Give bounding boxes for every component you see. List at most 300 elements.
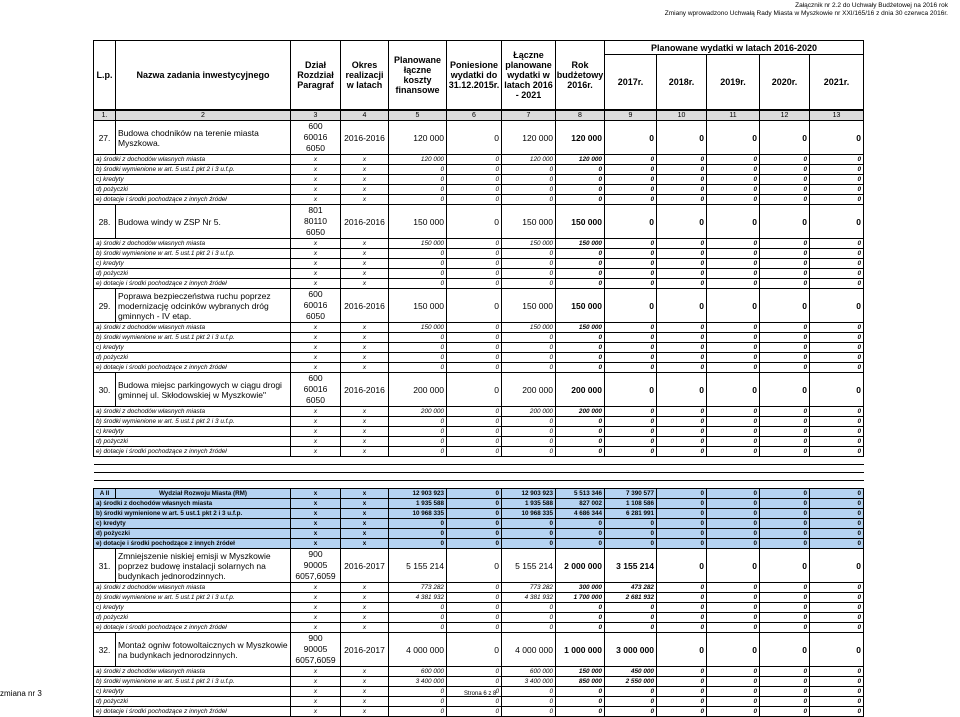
- source-value: 0: [810, 239, 864, 249]
- task-value: 0: [447, 289, 502, 323]
- task-lp: 29.: [94, 289, 116, 323]
- source-label: b) środki wymienione w art. 5 ust.1 pkt 2 i 3 u.f.p.: [94, 165, 291, 175]
- source-label: e) dotacje i środki pochodzące z innych źródeł: [94, 279, 291, 289]
- task-value: 0: [760, 205, 810, 239]
- source-value: 200 000: [502, 407, 556, 417]
- task-value: 0: [810, 633, 864, 667]
- source-value: 600 000: [389, 667, 447, 677]
- source-value: 0: [389, 195, 447, 205]
- section-code: A II: [94, 489, 116, 499]
- source-value: 0: [556, 427, 605, 437]
- dzial-code: 600: [308, 289, 323, 299]
- header-line-1: Załącznik nr 2.2 do Uchwały Budżetowej na 2016 rok: [795, 2, 948, 9]
- task-value: 150 000: [389, 289, 447, 323]
- source-value: 0: [810, 677, 864, 687]
- source-value: 0: [760, 697, 810, 707]
- source-value: 0: [657, 259, 707, 269]
- source-value: 150 000: [556, 323, 605, 333]
- source-value: 0: [707, 447, 760, 457]
- section-value: 0: [810, 489, 864, 499]
- source-value: 0: [447, 687, 502, 697]
- task-dzial: [291, 289, 341, 323]
- source-value: 4 381 932: [389, 593, 447, 603]
- column-header: [93, 40, 864, 110]
- source-value: 0: [447, 323, 502, 333]
- source-value: 0: [447, 353, 502, 363]
- source-value: 0: [760, 417, 810, 427]
- source-value: 0: [760, 613, 810, 623]
- source-value: x: [341, 687, 389, 697]
- task-value: 0: [447, 373, 502, 407]
- source-value: 0: [707, 279, 760, 289]
- source-value: 0: [447, 249, 502, 259]
- source-value: 0: [502, 333, 556, 343]
- source-value: x: [291, 259, 341, 269]
- source-value: 0: [810, 603, 864, 613]
- source-value: 473 282: [605, 583, 657, 593]
- source-value: 1 935 588: [502, 499, 556, 509]
- source-value: 3 400 000: [502, 677, 556, 687]
- source-value: 4 381 932: [502, 593, 556, 603]
- source-value: 0: [707, 185, 760, 195]
- source-value: 0: [556, 249, 605, 259]
- source-value: 0: [605, 259, 657, 269]
- task-value: 0: [447, 633, 502, 667]
- source-value: 0: [389, 185, 447, 195]
- source-value: 0: [810, 613, 864, 623]
- task-value: 200 000: [389, 373, 447, 407]
- source-value: 0: [447, 155, 502, 165]
- source-value: 0: [389, 707, 447, 717]
- source-value: 0: [707, 593, 760, 603]
- source-label: a) środki z dochodów własnych miasta: [94, 667, 291, 677]
- source-value: 0: [502, 603, 556, 613]
- source-value: 0: [389, 259, 447, 269]
- header-line-2: Zmiany wprowadzono Uchwałą Rady Miasta w Myszkowie nr XXI/165/16 z dnia 30 czerwca 2016r.: [664, 10, 948, 17]
- spacer: [94, 465, 864, 473]
- task-value: 120 000: [556, 121, 605, 155]
- spacer: [94, 473, 864, 481]
- source-value: 0: [389, 249, 447, 259]
- source-value: 0: [605, 165, 657, 175]
- source-value: 0: [707, 269, 760, 279]
- source-value: 0: [447, 437, 502, 447]
- source-value: 0: [447, 175, 502, 185]
- source-value: x: [291, 165, 341, 175]
- source-value: 0: [810, 509, 864, 519]
- source-value: 0: [657, 185, 707, 195]
- source-row: [94, 269, 864, 279]
- task-dzial: [291, 549, 341, 583]
- source-value: 0: [502, 249, 556, 259]
- task-value: 0: [657, 289, 707, 323]
- task-period: 2016-2017: [341, 549, 389, 583]
- section-source-row: [94, 529, 864, 539]
- source-value: 0: [760, 165, 810, 175]
- section-value: 0: [760, 489, 810, 499]
- section-value: 0: [447, 489, 502, 499]
- source-row: [94, 259, 864, 269]
- source-row: [94, 603, 864, 613]
- source-label: d) pożyczki: [94, 613, 291, 623]
- source-value: 773 282: [389, 583, 447, 593]
- source-value: 0: [447, 333, 502, 343]
- task-value: 0: [657, 121, 707, 155]
- column-number: 6: [447, 111, 502, 121]
- source-value: x: [341, 613, 389, 623]
- source-value: 150 000: [502, 239, 556, 249]
- source-value: 0: [657, 667, 707, 677]
- source-value: 0: [810, 417, 864, 427]
- source-value: 0: [707, 333, 760, 343]
- source-value: x: [341, 447, 389, 457]
- source-value: 0: [605, 427, 657, 437]
- source-value: x: [341, 269, 389, 279]
- task-value: 0: [707, 205, 760, 239]
- source-value: 0: [657, 603, 707, 613]
- column-number: 7: [502, 111, 556, 121]
- source-value: x: [341, 323, 389, 333]
- source-value: 0: [556, 447, 605, 457]
- spacer-row: [94, 457, 864, 465]
- task-row: [94, 373, 864, 407]
- source-value: x: [291, 583, 341, 593]
- col-planowane: Planowane łączne koszty finansowe: [389, 41, 447, 110]
- source-row: [94, 363, 864, 373]
- source-value: 0: [810, 185, 864, 195]
- source-value: x: [291, 687, 341, 697]
- section-value: 0: [707, 489, 760, 499]
- source-value: 150 000: [502, 323, 556, 333]
- page-number: Strona 6 z 8: [464, 691, 497, 697]
- source-value: 0: [760, 155, 810, 165]
- source-value: 0: [447, 279, 502, 289]
- task-value: 120 000: [502, 121, 556, 155]
- source-label: c) kredyty: [94, 259, 291, 269]
- source-value: 0: [605, 623, 657, 633]
- source-value: x: [341, 239, 389, 249]
- source-value: 0: [760, 269, 810, 279]
- source-label: e) dotacje i środki pochodzące z innych źródeł: [94, 447, 291, 457]
- source-label: a) środki z dochodów własnych miasta: [94, 583, 291, 593]
- source-label: c) kredyty: [94, 687, 291, 697]
- source-value: x: [291, 623, 341, 633]
- source-value: x: [341, 707, 389, 717]
- dzial-code: 6050: [306, 311, 325, 321]
- source-value: 150 000: [556, 667, 605, 677]
- source-value: 0: [810, 583, 864, 593]
- source-value: 0: [760, 363, 810, 373]
- source-row: [94, 677, 864, 687]
- source-value: 0: [389, 687, 447, 697]
- source-row: [94, 407, 864, 417]
- task-value: 150 000: [389, 205, 447, 239]
- source-row: [94, 613, 864, 623]
- task-value: 0: [657, 373, 707, 407]
- source-value: 0: [657, 195, 707, 205]
- source-value: 0: [389, 333, 447, 343]
- source-value: 0: [447, 195, 502, 205]
- source-value: 0: [605, 707, 657, 717]
- task-value: 3 000 000: [605, 633, 657, 667]
- source-value: 0: [760, 353, 810, 363]
- source-value: 0: [605, 175, 657, 185]
- source-value: 0: [556, 519, 605, 529]
- source-value: 0: [707, 677, 760, 687]
- task-value: 0: [605, 121, 657, 155]
- source-row: [94, 623, 864, 633]
- source-row: [94, 185, 864, 195]
- source-value: 0: [447, 677, 502, 687]
- source-value: x: [291, 343, 341, 353]
- source-value: x: [291, 499, 341, 509]
- source-value: 0: [657, 279, 707, 289]
- source-value: 0: [810, 437, 864, 447]
- source-value: 0: [657, 239, 707, 249]
- task-row: [94, 633, 864, 667]
- column-number: 10: [657, 111, 707, 121]
- source-value: 0: [447, 593, 502, 603]
- source-label: a) środki z dochodów własnych miasta: [94, 407, 291, 417]
- task-value: 1 000 000: [556, 633, 605, 667]
- source-value: 0: [556, 363, 605, 373]
- source-value: 0: [556, 185, 605, 195]
- task-value: 0: [657, 205, 707, 239]
- source-value: 0: [707, 687, 760, 697]
- source-value: 0: [502, 363, 556, 373]
- dzial-code: 900: [308, 549, 323, 559]
- source-value: 0: [760, 175, 810, 185]
- source-value: 0: [657, 613, 707, 623]
- source-value: 0: [760, 333, 810, 343]
- source-value: 0: [810, 539, 864, 549]
- source-value: 0: [657, 165, 707, 175]
- task-value: 0: [447, 205, 502, 239]
- spacer-row: [94, 473, 864, 481]
- source-value: 0: [707, 165, 760, 175]
- source-value: 0: [707, 583, 760, 593]
- source-label: a) środki z dochodów własnych miasta: [94, 499, 291, 509]
- source-value: 0: [810, 333, 864, 343]
- section-title: Wydział Rozwoju Miasta (RM): [116, 489, 291, 499]
- source-value: 0: [502, 613, 556, 623]
- source-label: b) środki wymienione w art. 5 ust.1 pkt 2 i 3 u.f.p.: [94, 417, 291, 427]
- source-value: x: [341, 333, 389, 343]
- source-value: 0: [707, 239, 760, 249]
- task-lp: 32.: [94, 633, 116, 667]
- source-value: 0: [810, 407, 864, 417]
- source-value: 0: [760, 343, 810, 353]
- source-value: 6 281 991: [605, 509, 657, 519]
- source-value: x: [341, 667, 389, 677]
- source-value: 0: [389, 603, 447, 613]
- source-value: 0: [760, 667, 810, 677]
- investment-table: [93, 110, 864, 717]
- source-value: x: [291, 249, 341, 259]
- source-value: 0: [447, 667, 502, 677]
- source-value: 0: [707, 175, 760, 185]
- source-label: a) środki z dochodów własnych miasta: [94, 239, 291, 249]
- task-name: Budowa chodników na terenie miasta Myszkowa.: [116, 121, 291, 155]
- source-value: 200 000: [389, 407, 447, 417]
- source-value: 0: [605, 185, 657, 195]
- source-value: 0: [502, 437, 556, 447]
- source-value: 0: [389, 697, 447, 707]
- source-value: x: [341, 529, 389, 539]
- section-value: x: [341, 489, 389, 499]
- source-value: 0: [760, 509, 810, 519]
- source-value: 0: [447, 259, 502, 269]
- source-value: x: [341, 677, 389, 687]
- dzial-code: 60016: [303, 384, 328, 394]
- task-name: Budowa miejsc parkingowych w ciągu drogi gminnej ul. Skłodowskiej w Myszkowie": [116, 373, 291, 407]
- source-value: 0: [760, 623, 810, 633]
- source-value: 0: [502, 165, 556, 175]
- source-value: 0: [605, 613, 657, 623]
- source-value: 0: [389, 417, 447, 427]
- source-value: 0: [707, 707, 760, 717]
- source-value: x: [291, 447, 341, 457]
- source-value: x: [291, 603, 341, 613]
- task-period: 2016-2017: [341, 633, 389, 667]
- source-value: 0: [707, 437, 760, 447]
- source-value: 0: [810, 687, 864, 697]
- task-value: 3 155 214: [605, 549, 657, 583]
- section-source-row: [94, 509, 864, 519]
- section-source-row: [94, 519, 864, 529]
- source-value: 0: [760, 447, 810, 457]
- task-value: 0: [810, 289, 864, 323]
- source-row: [94, 437, 864, 447]
- source-value: x: [341, 539, 389, 549]
- column-number: 12: [760, 111, 810, 121]
- source-value: 0: [810, 363, 864, 373]
- source-value: 0: [810, 175, 864, 185]
- dzial-code: 60016: [303, 132, 328, 142]
- source-label: c) kredyty: [94, 519, 291, 529]
- source-value: 0: [707, 323, 760, 333]
- source-value: 0: [556, 165, 605, 175]
- source-value: 0: [556, 529, 605, 539]
- source-label: a) środki z dochodów własnych miasta: [94, 155, 291, 165]
- task-value: 0: [707, 373, 760, 407]
- section-value: 12 903 923: [502, 489, 556, 499]
- source-value: 0: [502, 185, 556, 195]
- source-value: 0: [605, 239, 657, 249]
- source-value: 0: [810, 323, 864, 333]
- source-value: x: [291, 593, 341, 603]
- dzial-code: 6050: [306, 395, 325, 405]
- source-value: 0: [760, 583, 810, 593]
- task-value: 0: [760, 549, 810, 583]
- task-value: 0: [707, 121, 760, 155]
- column-number: 8: [556, 111, 605, 121]
- source-value: x: [291, 509, 341, 519]
- source-value: 0: [657, 519, 707, 529]
- source-value: 0: [502, 259, 556, 269]
- source-value: 0: [810, 343, 864, 353]
- source-value: 0: [605, 195, 657, 205]
- dzial-code: 801: [308, 205, 323, 215]
- source-row: [94, 155, 864, 165]
- dzial-code: 60016: [303, 300, 328, 310]
- source-value: 0: [760, 279, 810, 289]
- source-value: 0: [389, 623, 447, 633]
- source-value: 0: [707, 259, 760, 269]
- source-value: x: [341, 175, 389, 185]
- col-lp: L.p.: [94, 41, 116, 110]
- source-value: 0: [447, 343, 502, 353]
- source-value: 4 686 344: [556, 509, 605, 519]
- task-row: [94, 121, 864, 155]
- source-label: d) pożyczki: [94, 353, 291, 363]
- source-value: 0: [707, 427, 760, 437]
- source-value: x: [341, 279, 389, 289]
- source-value: x: [341, 593, 389, 603]
- dzial-code: 900: [308, 633, 323, 643]
- source-value: 0: [657, 677, 707, 687]
- task-lp: 30.: [94, 373, 116, 407]
- source-value: 0: [605, 343, 657, 353]
- source-value: 0: [447, 417, 502, 427]
- column-number: 1.: [94, 111, 116, 121]
- source-value: 0: [707, 509, 760, 519]
- source-value: 0: [605, 529, 657, 539]
- source-value: 0: [707, 667, 760, 677]
- source-value: x: [291, 175, 341, 185]
- source-label: b) środki wymienione w art. 5 ust.1 pkt 2 i 3 u.f.p.: [94, 677, 291, 687]
- source-value: 0: [447, 519, 502, 529]
- task-name: Budowa windy w ZSP Nr 5.: [116, 205, 291, 239]
- source-value: x: [291, 269, 341, 279]
- source-value: 0: [556, 623, 605, 633]
- source-value: 0: [810, 529, 864, 539]
- source-value: 0: [447, 509, 502, 519]
- task-value: 0: [447, 549, 502, 583]
- source-value: 0: [707, 343, 760, 353]
- col-year: 2021r.: [810, 55, 864, 110]
- dzial-code: 6050: [306, 143, 325, 153]
- task-name: Zmniejszenie niskiej emisji w Myszkowie poprzez budowę instalacji solarnych na budynkach jednorodzinnych.: [116, 549, 291, 583]
- source-value: 150 000: [556, 239, 605, 249]
- source-value: 0: [657, 529, 707, 539]
- source-value: 0: [707, 249, 760, 259]
- source-value: 0: [707, 529, 760, 539]
- source-value: 0: [447, 447, 502, 457]
- source-value: 0: [502, 623, 556, 633]
- source-value: 0: [389, 447, 447, 457]
- column-number: 11: [707, 111, 760, 121]
- source-value: 0: [556, 437, 605, 447]
- task-lp: 27.: [94, 121, 116, 155]
- source-value: x: [341, 697, 389, 707]
- source-value: 200 000: [556, 407, 605, 417]
- task-period: 2016-2016: [341, 205, 389, 239]
- source-value: x: [291, 539, 341, 549]
- task-value: 4 000 000: [389, 633, 447, 667]
- source-value: 0: [447, 623, 502, 633]
- source-value: x: [341, 427, 389, 437]
- source-label: e) dotacje i środki pochodzące z innych źródeł: [94, 195, 291, 205]
- source-value: 0: [810, 259, 864, 269]
- source-value: 0: [502, 447, 556, 457]
- source-row: [94, 583, 864, 593]
- source-value: 0: [810, 707, 864, 717]
- source-value: 0: [657, 427, 707, 437]
- source-value: x: [291, 667, 341, 677]
- footer-left: zmiana nr 3: [0, 689, 42, 698]
- source-value: x: [291, 427, 341, 437]
